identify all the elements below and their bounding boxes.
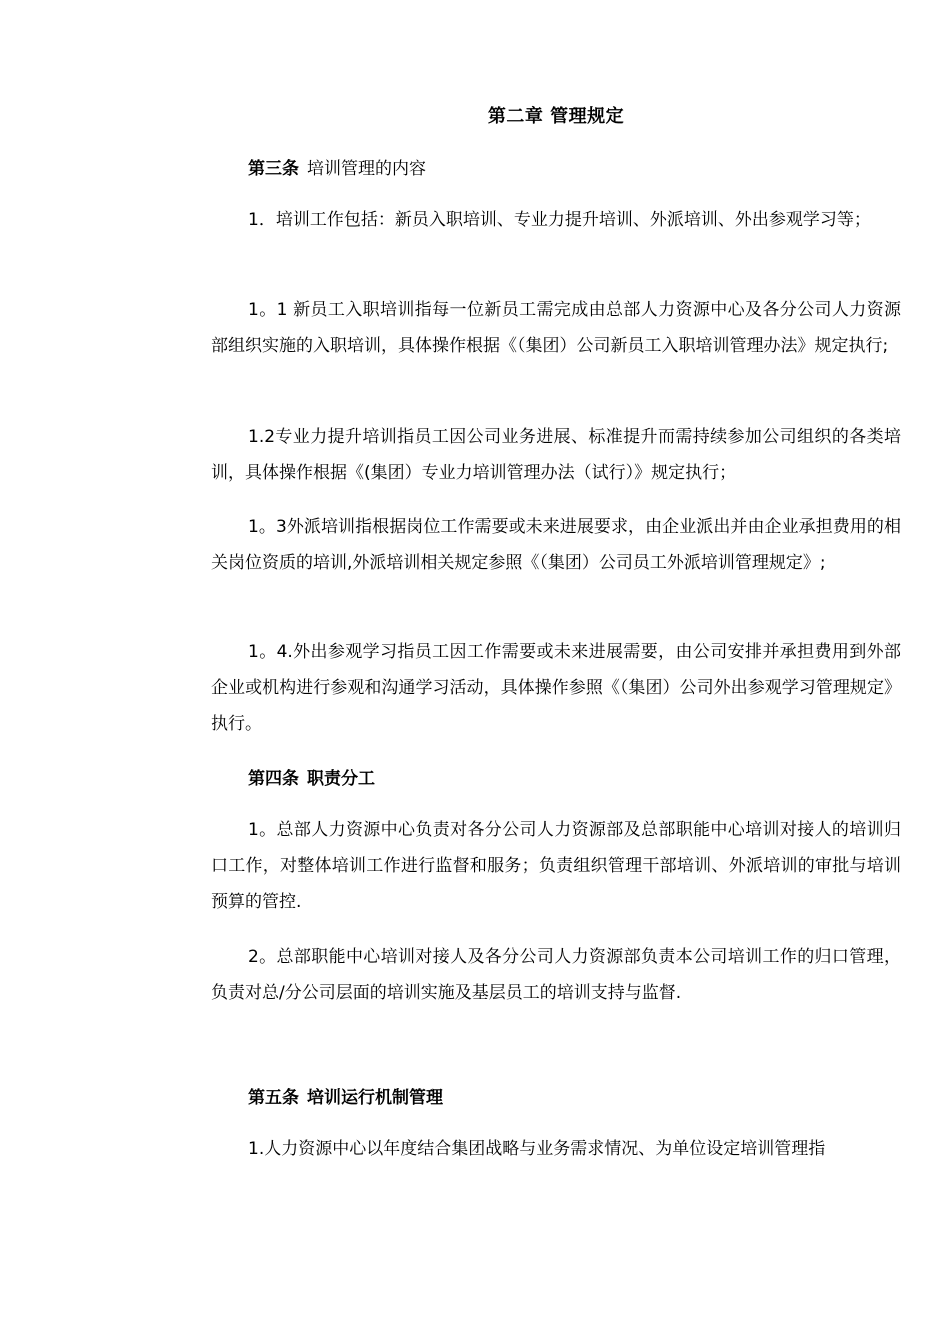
- article-4-title: 职责分工: [307, 769, 375, 789]
- article-5-paragraph-1: 1.人力资源中心以年度结合集团战略与业务需求情况、为单位设定培训管理指: [248, 1139, 826, 1159]
- article-3-title: 培训管理的内容: [307, 159, 426, 179]
- article-4-paragraph-2: 2。总部职能中心培训对接人及各分公司人力资源部负责本公司培训工作的归口管理，负责对总/分公司层面的培训实施及基层员工的培训支持与监督.: [211, 947, 901, 1003]
- article-4-number: 第四条: [248, 769, 299, 789]
- article-4-paragraph-1: 1。总部人力资源中心负责对各分公司人力资源部及总部职能中心培训对接人的培训归口工作，对整体培训工作进行监督和服务；负责组织管理干部培训、外派培训的审批与培训预算的管控.: [211, 820, 901, 912]
- article-3-heading: [248, 155, 426, 183]
- article-3-paragraph-1-2: 1.2专业力提升培训指员工因公司业务进展、标准提升而需持续参加公司组织的各类培训，具体操作根据《(集团）专业力培训管理办法（试行）》规定执行；: [211, 427, 901, 483]
- article-5-title: 培训运行机制管理: [307, 1088, 443, 1108]
- chapter-title: 第二章 管理规定: [487, 106, 625, 127]
- article-3-paragraph-1-3: 1。3外派培训指根据岗位工作需要或未来进展要求，由企业派出并由企业承担费用的相关岗位资质的培训,外派培训相关规定参照《（集团）公司员工外派培训管理规定》;: [211, 517, 901, 573]
- article-5-heading: [248, 1084, 443, 1112]
- article-3-paragraph-1-4: 1。4.外出参观学习指员工因工作需要或未来进展需要，由公司安排并承担费用到外部企业或机构进行参观和沟通学习活动，具体操作参照《（集团）公司外出参观学习管理规定》执行。: [211, 642, 901, 734]
- article-3-paragraph-1-1: 1。1 新员工入职培训指每一位新员工需完成由总部人力资源中心及各分公司人力资源部组织实施的入职培训，具体操作根据《（集团）公司新员工入职培训管理办法》规定执行;: [211, 300, 901, 356]
- article-3-number: 第三条: [248, 159, 299, 179]
- article-4-heading: [248, 765, 375, 793]
- article-5-number: 第五条: [248, 1088, 299, 1108]
- article-3-paragraph-1: 1．培训工作包括：新员入职培训、专业力提升培训、外派培训、外出参观学习等；: [248, 210, 871, 230]
